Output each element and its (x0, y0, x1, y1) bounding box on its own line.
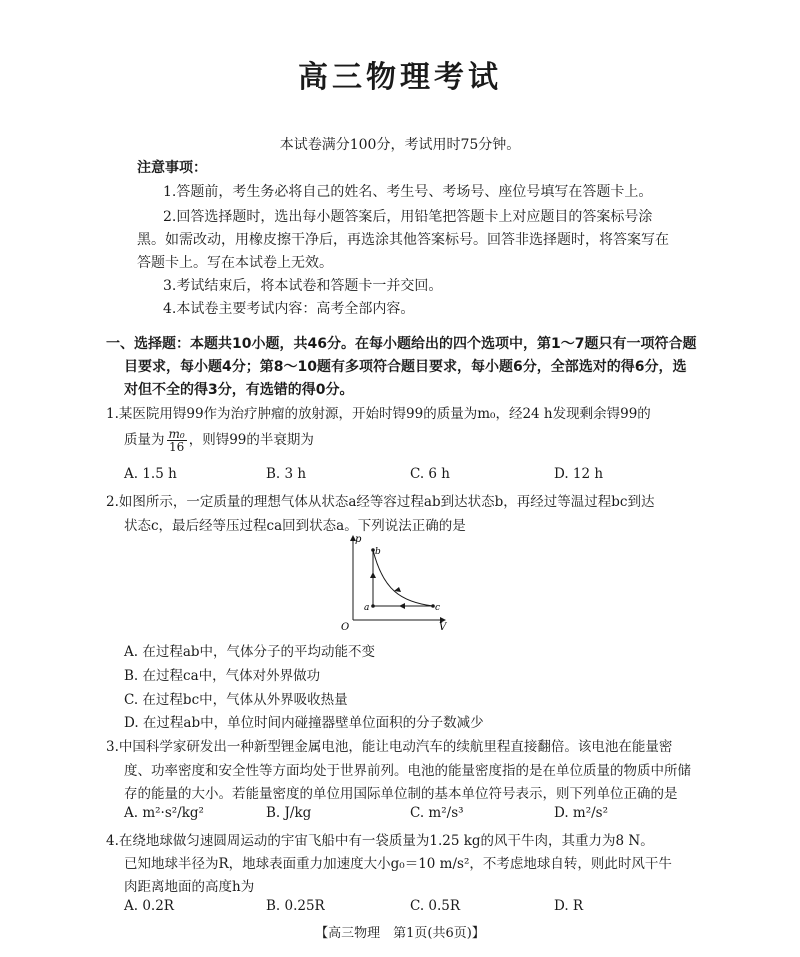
label-b: b (375, 547, 381, 557)
arrow-ab (370, 572, 376, 578)
option-a: A. 1.5 h (124, 466, 177, 482)
process-bc (373, 550, 433, 606)
notice-heading: 注意事项： (137, 160, 207, 176)
arrow-ca (399, 603, 405, 609)
question-1-stem: 1.某医院用锝99作为治疗肿瘤的放射源，开始时锝99的质量为m₀，经24 h发现剩余锝99的 (106, 406, 651, 422)
question-3-stem-cont: 存的能量的大小。若能量密度的单位用国际单位制的基本单位符号表示，则下列单位正确的是 (124, 786, 678, 802)
section-header: 对但不全的得3分，有选错的得0分。 (124, 382, 354, 398)
notice-item: 1.答题前，考生务必将自己的姓名、考生号、考场号、座位号填写在答题卡上。 (163, 184, 653, 200)
label-a: a (364, 603, 370, 613)
question-2-stem-cont: 状态c，最后经等压过程ca回到状态a。下列说法正确的是 (124, 518, 466, 534)
fraction: $\frac{\text{m₀}}{16}$ (168, 427, 185, 454)
option-d: D. 在过程ab中，单位时间内碰撞器壁单位面积的分子数减少 (124, 715, 484, 731)
notice-item: 2.回答选择题时，选出每小题答案后，用铅笔把答题卡上对应题目的答案标号涂 (163, 209, 653, 225)
option-c: C. 6 h (410, 466, 451, 482)
notice-item: 答题卡上。写在本试卷上无效。 (137, 255, 333, 271)
option-b: B. 3 h (266, 466, 307, 482)
option-a: A. m²·s²/kg² (124, 805, 204, 821)
question-2-stem: 2.如图所示，一定质量的理想气体从状态a经等容过程ab到达状态b，再经过等温过程bc到达 (106, 494, 655, 510)
option-c: C. 0.5R (410, 898, 461, 914)
option-b: B. 在过程ca中，气体对外界做功 (124, 668, 321, 684)
question-3-stem: 3.中国科学家研发出一种新型锂金属电池，能让电动汽车的续航里程直接翻倍。该电池在能量密 (106, 739, 673, 755)
origin-label: O (341, 622, 350, 632)
question-4-stem-cont: 肉距离地面的高度h为 (124, 879, 255, 895)
section-header: 一、选择题：本题共10小题，共46分。在每小题给出的四个选项中，第1～7题只有一项符合题 (106, 336, 697, 352)
option-d: D. m²/s² (554, 805, 609, 821)
pv-diagram (335, 532, 450, 632)
notice-item: 4.本试卷主要考试内容：高考全部内容。 (163, 301, 415, 317)
option-a: A. 在过程ab中，气体分子的平均动能不变 (124, 644, 376, 660)
option-b: B. J/kg (266, 805, 312, 821)
option-a: A. 0.2R (124, 898, 174, 914)
page-title: 高三物理考试 (298, 60, 502, 95)
question-1-stem-cont: 质量为 $\frac{\text{m₀}}{16}$ ，则锝99的半衰期为 (124, 427, 314, 454)
question-3-stem-cont: 度、功率密度和安全性等方面均处于世界前列。电池的能量密度指的是在单位质量的物质中所储 (124, 763, 691, 779)
exam-info: 本试卷满分100分，考试用时75分钟。 (279, 137, 521, 153)
question-4-stem-cont: 已知地球半径为R，地球表面重力加速度大小g₀＝10 m/s²，不考虑地球自转，则此时风干牛 (124, 856, 672, 872)
notice-item: 黑。如需改动，用橡皮擦干净后，再选涂其他答案标号。回答非选择题时，将答案写在 (137, 232, 669, 248)
question-4-stem: 4.在绕地球做匀速圆周运动的宇宙飞船中有一袋质量为1.25 kg的风干牛肉，其重力为8 N。 (106, 833, 654, 849)
option-b: B. 0.25R (266, 898, 325, 914)
point-a (371, 604, 375, 608)
option-c: C. 在过程bc中，气体从外界吸收热量 (124, 692, 348, 708)
v-axis-label: V (439, 622, 447, 632)
page-footer: 【高三物理 第1页(共6页)】 (315, 926, 485, 941)
p-axis-label: p (355, 534, 362, 545)
option-c: C. m²/s³ (410, 805, 464, 821)
option-d: D. 12 h (554, 466, 604, 482)
section-header: 目要求，每小题4分；第8～10题有多项符合题目要求，每小题6分，全部选对的得6分，选 (124, 359, 687, 375)
notice-item: 3.考试结束后，将本试卷和答题卡一并交回。 (163, 278, 443, 294)
option-d: D. R (554, 898, 584, 914)
label-c: c (435, 603, 441, 613)
